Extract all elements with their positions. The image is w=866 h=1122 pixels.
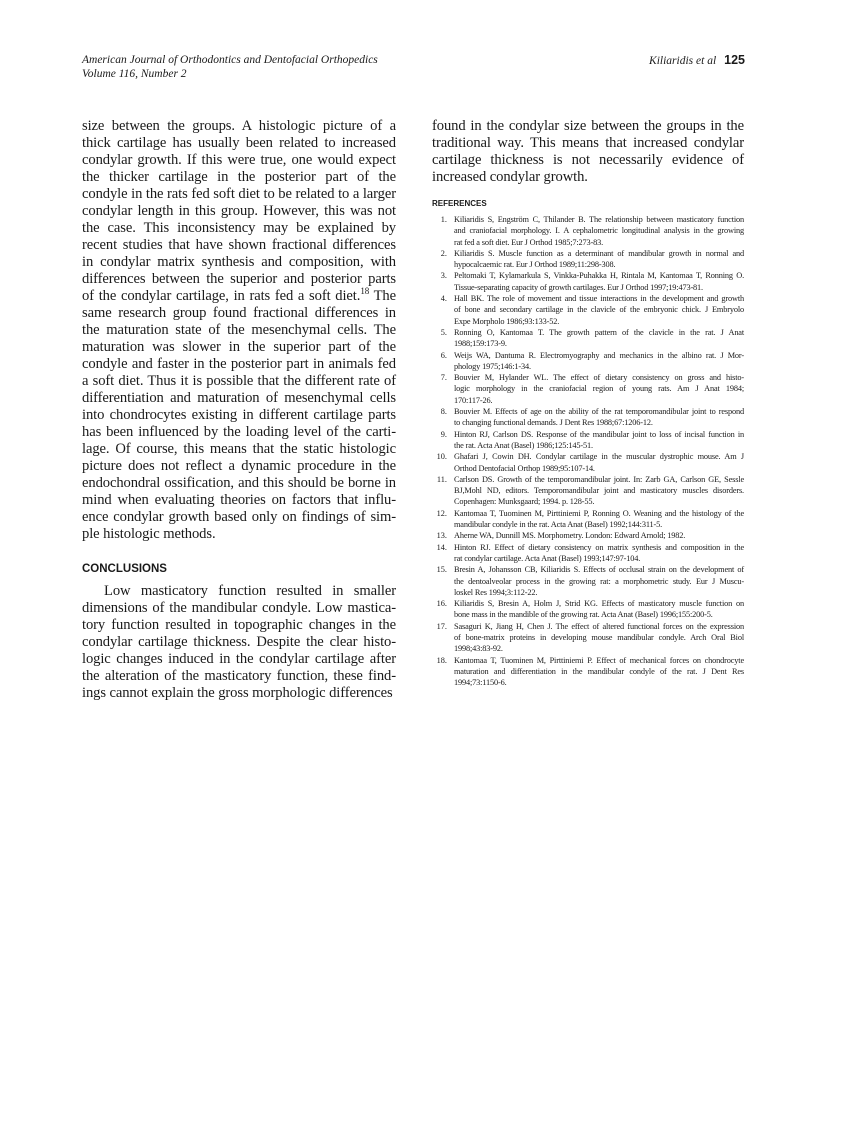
text-line-content: Low masticatory function resulted in smaller	[104, 583, 396, 599]
page-number: 125	[724, 53, 745, 67]
reference-line: Kiliaridis S, Engström C, Thilander B. The relationship between masticatory function	[454, 215, 744, 224]
reference-number: 7.	[440, 373, 447, 383]
reference-line: Expe Morpholo 1986;93:133-52.	[454, 316, 560, 326]
text-line-content: the maturation state of the mesenchymal cells. The	[82, 322, 396, 338]
text-line	[82, 441, 396, 458]
reference-number: 6.	[440, 350, 447, 360]
reference-line: to changing functional demands. J Dent Res 1988;67:1206-12.	[454, 418, 653, 428]
right-column	[432, 118, 744, 688]
reference-line: the dentoalveolar process in the growing rat: a morphometric study. Eur J Muscu-	[454, 576, 744, 586]
reference-line: Kiliaridis S. Muscle function as a determinant of mandibular growth in normal and	[454, 248, 744, 258]
reference-line: and craniofacial morphology. I. A cephalometric longitudinal analysis in the growing	[454, 226, 744, 236]
text-line	[82, 186, 396, 203]
reference-line: Bouvier M. Effects of age on the ability of the rat temporomandibular joint to respond	[454, 407, 744, 417]
left-column	[82, 118, 396, 702]
reference-number: 4.	[440, 294, 447, 304]
text-line-content: differences between the superior and posterior parts	[82, 271, 396, 287]
reference-line: Hall BK. The role of movement and tissue interactions in the development and growth	[454, 294, 744, 304]
running-header-right	[649, 53, 745, 68]
reference-item	[432, 293, 744, 327]
text-line-content: increased condylar growth.	[432, 169, 588, 185]
text-line	[82, 254, 396, 271]
reference-line: Kantomaa T, Tuominen M, Pirttiniemi P. Effect of mechanical forces on chondrocyte	[454, 655, 744, 665]
reference-line: maturation and differentiation in the mandibular condyle of the rat. J Dent Res	[454, 666, 744, 676]
text-line-content: mind when evaluating theories on factors that influ-	[82, 492, 396, 508]
text-line-content: logic changes induced in the condylar cartilage after	[82, 651, 396, 667]
reference-line: Kantomaa T, Tuominen M, Pirttiniemi P, Ronning O. Weaning and the histology of the	[454, 508, 744, 518]
text-line	[82, 617, 396, 634]
text-line	[82, 203, 396, 220]
text-line-content: ings cannot explain the gross morphologic differences	[82, 685, 393, 701]
reference-number: 11.	[436, 474, 447, 484]
reference-item	[432, 598, 744, 621]
reference-line: bone mass in the mandible of the growing rat. Acta Anat (Basel) 1996;155:200-5.	[454, 610, 713, 620]
text-line	[82, 458, 396, 475]
reference-item	[432, 406, 744, 429]
text-line-content: condyle and faster in the posterior part in animals fed	[82, 356, 396, 372]
text-line	[82, 407, 396, 424]
text-line-content: of the condylar cartilage, in rats fed a soft diet.	[82, 288, 361, 304]
reference-line: phology 1975;146:1-34.	[454, 361, 531, 371]
article-authors: Kiliaridis et al	[649, 55, 717, 67]
reference-line: Orthod Dentofacial Orthop 1989;95:107-14.	[454, 463, 595, 473]
text-line	[82, 668, 396, 685]
reference-line: mandibular condyle in the rat. Acta Anat (Basel) 1992;144:311-5.	[454, 520, 663, 530]
text-line-content: ence condylar growth based only on findings of sim-	[82, 509, 396, 525]
reference-line: Carlson DS. Growth of the temporomandibular joint. In: Zarb GA, Carlson GE, Sessle	[454, 474, 744, 484]
reference-number: 15.	[436, 565, 447, 575]
text-line-content: traditional way. This means that increased condylar	[432, 135, 744, 151]
text-line	[82, 475, 396, 492]
reference-line: 170:117-26.	[454, 395, 493, 405]
text-line-content: a soft diet. Thus it is possible that the different rate of	[82, 373, 396, 389]
conclusions-heading: CONCLUSIONS	[82, 563, 167, 575]
reference-line: Tissue-separating capacity of growth cartilages. Eur J Orthod 1997;19:473-81.	[454, 282, 703, 292]
text-line-content: the thicker cartilage in the posterior part of the	[82, 169, 396, 185]
reference-line: Sasaguri K, Jiang H, Chen J. The effect of altered functional forces on the expression	[454, 621, 744, 631]
reference-number: 18.	[436, 655, 447, 665]
reference-item	[432, 508, 744, 531]
text-line-content: dimensions of the mandibular condyle. Low mastica-	[82, 600, 396, 616]
text-line-content: recent studies that have shown fractional differences	[82, 237, 396, 253]
reference-item	[432, 248, 744, 271]
reference-line: Ghafari J, Cowin DH. Condylar cartilage in the muscular dystrophic mouse. Am J	[454, 452, 744, 462]
reference-item	[432, 564, 744, 598]
conclusions-text	[82, 583, 396, 702]
reference-number: 9.	[440, 429, 447, 439]
references-heading: REFERENCES	[432, 199, 487, 208]
reference-number: 16.	[436, 599, 447, 609]
reference-number: 3.	[440, 271, 447, 281]
text-line	[82, 271, 396, 288]
text-line-content: picture does not reflect a dynamic procedure in the	[82, 458, 396, 474]
text-line	[82, 118, 396, 135]
text-line	[82, 356, 396, 373]
text-line-content: condylar cartilage thickness. Despite the clear histo-	[82, 634, 396, 650]
reference-item	[432, 350, 744, 373]
text-line-content: endochondral ossification, and this should be borne in	[82, 475, 396, 491]
reference-line: Ronning O, Kantomaa T. The growth pattern of the clavicle in the rat. J Anat	[454, 327, 744, 337]
text-line-content: into chondrocytes existing in different cartilage parts	[82, 407, 396, 423]
reference-line: Hinton RJ. Effect of dietary consistency on matrix synthesis and composition in the	[454, 542, 744, 552]
text-line	[82, 135, 396, 152]
reference-line: of bone and secondary cartilage in the clavicle of the embryonic chick. J Embryolo	[454, 305, 744, 315]
reference-line: logic morphology in the craniofacial region of young rats. Am J Anat 1984;	[454, 384, 744, 394]
reference-item	[432, 214, 744, 248]
reference-number: 10.	[436, 452, 447, 462]
reference-line: rat condylar cartilage. Acta Anat (Basel) 1993;147:97-104.	[454, 553, 641, 563]
reference-line: the rat. Acta Anat (Basel) 1986;125:145-51.	[454, 440, 593, 450]
reference-item	[432, 530, 744, 541]
text-line-content: condylar length in this group. However, this was not	[82, 203, 396, 219]
citation-superscript: 18	[360, 286, 370, 297]
continued-text	[432, 118, 744, 186]
text-line-content: in condylar matrix synthesis and composition, with	[82, 254, 396, 270]
text-line	[82, 600, 396, 617]
text-line	[432, 152, 744, 169]
reference-line: Hinton RJ, Carlson DS. Response of the mandibular joint to loss of incisal function in	[454, 429, 744, 439]
reference-line: Aherne WA, Dunnill MS. Morphometry. London: Edward Arnold; 1982.	[454, 531, 686, 541]
text-line	[82, 526, 396, 543]
text-line	[82, 583, 396, 600]
running-header-left	[82, 53, 378, 81]
reference-line: loskel Res 1994;3:112-22.	[454, 587, 538, 597]
text-line-content: condylar growth. If this were true, one would expect	[82, 152, 396, 168]
reference-number: 2.	[440, 248, 447, 258]
reference-item	[432, 372, 744, 406]
reference-item	[432, 429, 744, 452]
text-line	[82, 424, 396, 441]
text-line-content: cartilage thickness is not necessarily evidence of	[432, 152, 744, 168]
reference-item	[432, 621, 744, 655]
text-line	[82, 634, 396, 651]
text-line-content: condyle in the rats fed soft diet to be related to a larger	[82, 186, 396, 202]
journal-title: American Journal of Orthodontics and Dentofacial Orthopedics	[82, 54, 378, 66]
reference-line: Bresin A, Johansson CB, Kiliaridis S. Effects of occlusal strain on the development of	[454, 565, 744, 575]
text-line	[82, 237, 396, 254]
reference-item	[432, 270, 744, 293]
reference-item	[432, 474, 744, 508]
reference-line: Kiliaridis S, Bresin A, Holm J, Strid KG. Effects of masticatory muscle function on	[454, 599, 744, 609]
text-line-content: the alteration of the masticatory function, these find-	[82, 668, 396, 684]
text-line	[82, 685, 396, 702]
reference-line: BJ,Mohl ND, editors. Temporomandibular joint and masticatory muscles disorders.	[454, 486, 744, 496]
text-line	[82, 390, 396, 407]
text-line	[82, 322, 396, 339]
text-line-content: has been influenced by the loading level of the carti-	[82, 424, 396, 440]
text-line-content: found in the condylar size between the groups in the	[432, 118, 744, 134]
text-line-content: same research group found fractional differences in	[82, 305, 396, 321]
reference-line: 1988;159:173-9.	[454, 339, 507, 349]
text-line	[82, 152, 396, 169]
text-line-tail: The	[369, 288, 396, 304]
reference-line: Copenhagen: Munksgaard; 1994. p. 128-55.	[454, 497, 595, 507]
text-line	[82, 220, 396, 237]
reference-line: 1998;43:83-92.	[454, 644, 503, 654]
reference-number: 12.	[436, 508, 447, 518]
text-line-content: the case. This inconsistency may be explained by	[82, 220, 396, 236]
text-line-content: maturation was slower in the superior part of the	[82, 339, 396, 355]
reference-number: 13.	[436, 531, 447, 541]
text-line	[432, 135, 744, 152]
text-line-content: size between the groups. A histologic picture of a	[82, 118, 396, 134]
reference-line: Peltomaki T, Kylamarkula S, Vinkka-Puhakka H, Rintala M, Kantomaa T, Ronning O.	[454, 271, 744, 281]
text-line-content: thick cartilage has usually been related to increased	[82, 135, 396, 151]
text-line	[82, 288, 396, 305]
text-line	[82, 339, 396, 356]
text-line-content: differentiation and maturation of mesenchymal cells	[82, 390, 396, 406]
reference-item	[432, 542, 744, 565]
reference-line: hypocalcaemic rat. Eur J Orthod 1989;11:298-308.	[454, 260, 616, 270]
reference-item	[432, 451, 744, 474]
journal-volume: Volume 116, Number 2	[82, 68, 187, 80]
reference-number: 5.	[440, 327, 447, 337]
text-line	[432, 169, 744, 186]
reference-line: of bone-matrix proteins in developing mouse mandibular condyle. Arch Oral Biol	[454, 632, 744, 642]
reference-line: Weijs WA, Dantuma R. Electromyography and mechanics in the albino rat. J Mor-	[454, 350, 744, 360]
text-line-content: lage. Of course, this means that the static histologic	[82, 441, 396, 457]
text-line	[82, 305, 396, 322]
reference-line: 1994;73:1150-6.	[454, 678, 507, 688]
reference-line: rat fed a soft diet. Eur J Orthod 1985;7:273-83.	[454, 237, 604, 247]
reference-number: 17.	[436, 621, 447, 631]
text-line	[82, 492, 396, 509]
text-line	[82, 169, 396, 186]
reference-line: Bouvier M, Hylander WL. The effect of dietary consistency on gross and histo-	[454, 373, 744, 383]
text-line	[82, 373, 396, 390]
reference-number: 8.	[440, 407, 447, 417]
text-line	[82, 509, 396, 526]
reference-number: 1.	[440, 215, 447, 224]
reference-number: 14.	[436, 542, 447, 552]
text-line	[432, 118, 744, 135]
references-list	[432, 214, 744, 688]
reference-item	[432, 655, 744, 689]
text-line-content: tory function resulted in topographic changes in the	[82, 617, 396, 633]
reference-item	[432, 327, 744, 350]
text-line	[82, 651, 396, 668]
text-line-content: ple histologic methods.	[82, 526, 216, 542]
discussion-text	[82, 118, 396, 543]
